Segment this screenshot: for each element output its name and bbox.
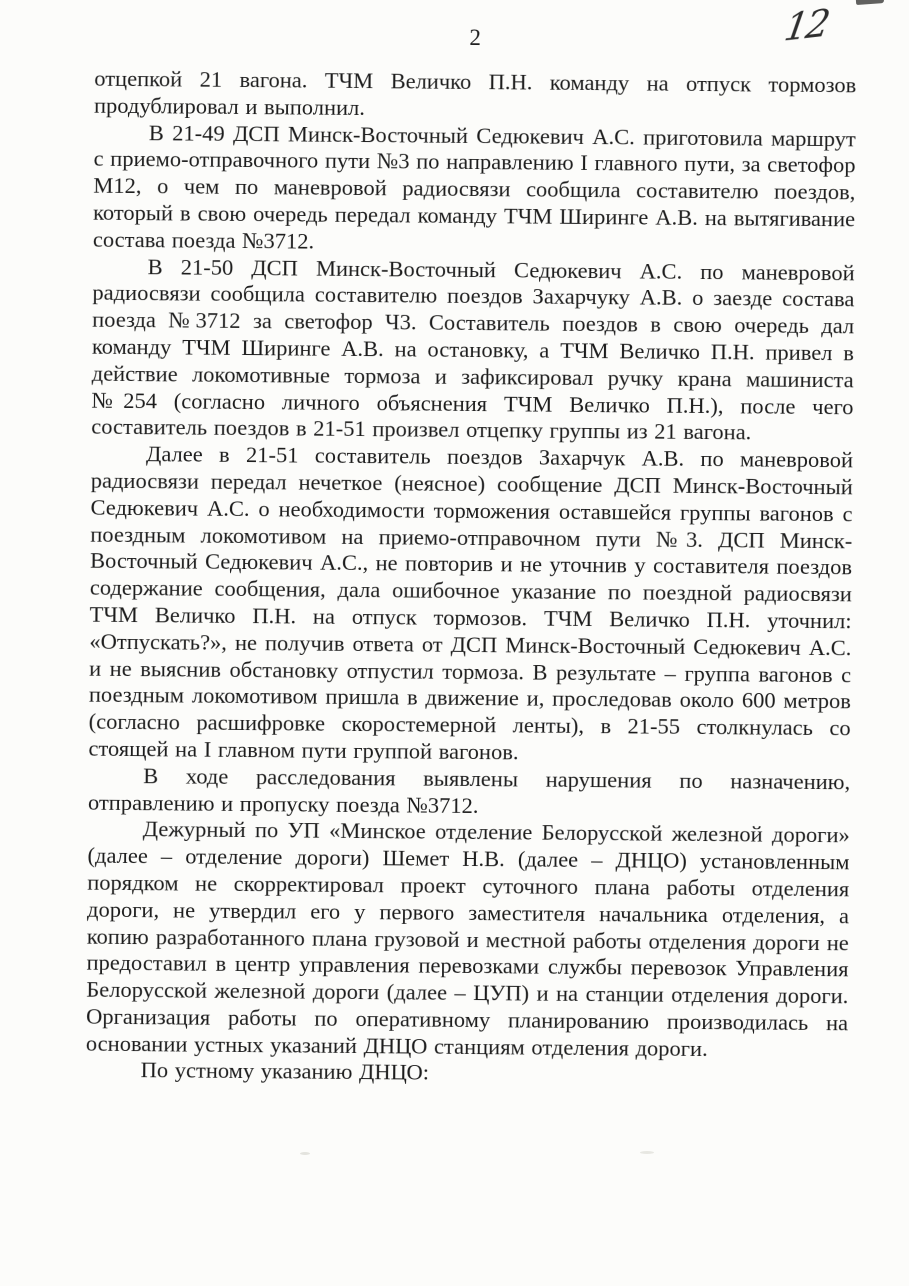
- scan-speck: [300, 1152, 310, 1155]
- handwritten-page-number: 12: [781, 0, 832, 50]
- scan-edge-artifact: [856, 0, 884, 5]
- scan-speck: [640, 1151, 654, 1154]
- paragraph: отцепкой 21 вагона. ТЧМ Величко П.Н. команду на отпуск тормозов продублировал и выполнил.: [93, 65, 857, 120]
- page-content: [86, 0, 857, 1091]
- paragraph: В 21-49 ДСП Минск-Восточный Седюкевич А.С. приготовила маршрут с приемо-отправочного пути №3 по направлению I главного пути, за светофор М12, о чем по маневровой радиосвязи сообщила составителю поездов, который в свою очередь передал команду ТЧМ Ширинге А.В. на вытягивание состава поезда №3712.: [92, 119, 856, 254]
- paragraph: В 21-50 ДСП Минск-Восточный Седюкевич А.С. по маневровой радиосвязи сообщила составителю поездов Захарчуку А.В. о заезде состава поезда №3712 за светофор Ч3. Составитель поездов в свою очередь дал команду ТЧМ Ширинге А.В. на остановку, а ТЧМ Величко П.Н. привел в действие локомотивные тормоза и зафиксировал ручку крана машиниста №254 (согласно личного объяснения ТЧМ Величко П.Н.), после чего составитель поездов в 21-51 произвел отцепку группы из 21 вагона.: [91, 253, 855, 445]
- paragraph: Дежурный по УП «Минское отделение Белорусской железной дороги» (далее – отделение дороги) Шемет Н.В. (далее – ДНЦО) установленным порядком не скорректировал проект суточного плана работы отделения дороги, не утвердил его у первого заместителя начальника отделения, а копию разработанного плана грузовой и местной работы отделения дороги не предоставил в центр управления перевозками службы перевозок Управления Белорусской железной дороги (далее – ЦУП) и на станции отделения дороги. Организация работы по оперативному планированию производилась на основании устных указаний ДНЦО станциям отделения дороги.: [85, 816, 850, 1061]
- document-text: [86, 66, 857, 1091]
- paragraph: По устному указанию ДНЦО:: [140, 1057, 430, 1086]
- paragraph: Далее в 21-51 составитель поездов Захарчук А.В. по маневровой радиосвязи передал нечеткое (неясное) сообщение ДСП Минск-Восточный Седюкевич А.С. о необходимости торможения оставшейся группы вагонов с поездным локомотивом на приемо-отправочном пути №3. ДСП Минск-Восточный Седюкевич А.С., не повторив и не уточнив у составителя поездов содержание сообщения, дала ошибочное указание по поездной радиосвязи ТЧМ Величко П.Н. на отпуск тормозов. ТЧМ Величко П.Н. уточнил: «Отпускать?», не получив ответа от ДСП Минск-Восточный Седюкевич А.С. и не выяснив обстановку отпустил тормоза. В результате – группа вагонов с поездным локомотивом пришла в движение и, проследовав около 600 метров (согласно расшифровке скоростемерной ленты), в 21-55 столкнулась со стоящей на I главном пути группой вагонов.: [88, 441, 854, 765]
- page-number: 2: [469, 24, 483, 51]
- paragraph: В ходе расследования выявлены нарушения по назначению, отправлению и пропуску поезда №3712.: [87, 762, 851, 818]
